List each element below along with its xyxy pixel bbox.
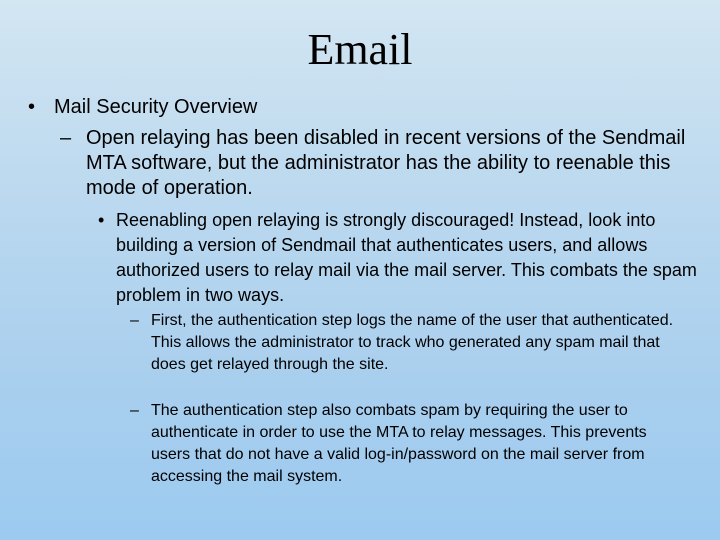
bullet-level3 [98, 208, 698, 308]
bullet-text: Mail Security Overview [54, 96, 258, 118]
bullet-text: The authentication step also combats spam by requiring the user to authenticate in order to use the MTA to relay messages. This prevents users that do not have a valid log-in/password on the mail server from accessing the mail system. [151, 402, 647, 485]
bullet-marker: • [28, 96, 36, 118]
bullet-text: First, the authentication step logs the name of the user that authenticated. This allows the administrator to track who generated any spam mail that does get relayed through the site. [151, 312, 674, 373]
bullet-text: Open relaying has been disabled in recent versions of the Sendmail MTA software, but the administrator has the ability to reenable this mode of operation. [86, 127, 686, 199]
dash-marker: – [130, 402, 139, 419]
dash-marker: – [60, 127, 72, 149]
bullet-marker: • [98, 210, 105, 230]
bullet-level2 [60, 126, 700, 201]
bullet-text: Reenabling open relaying is strongly discouraged! Instead, look into building a version of Sendmail that authenticates users, and allows authorized users to relay mail via the mail server. This combats the spam problem in two ways. [116, 210, 697, 305]
bullet-level4-first [130, 310, 690, 376]
dash-marker: – [130, 312, 139, 329]
bullet-level4-second [130, 400, 690, 488]
slide-title: Email [307, 25, 413, 74]
